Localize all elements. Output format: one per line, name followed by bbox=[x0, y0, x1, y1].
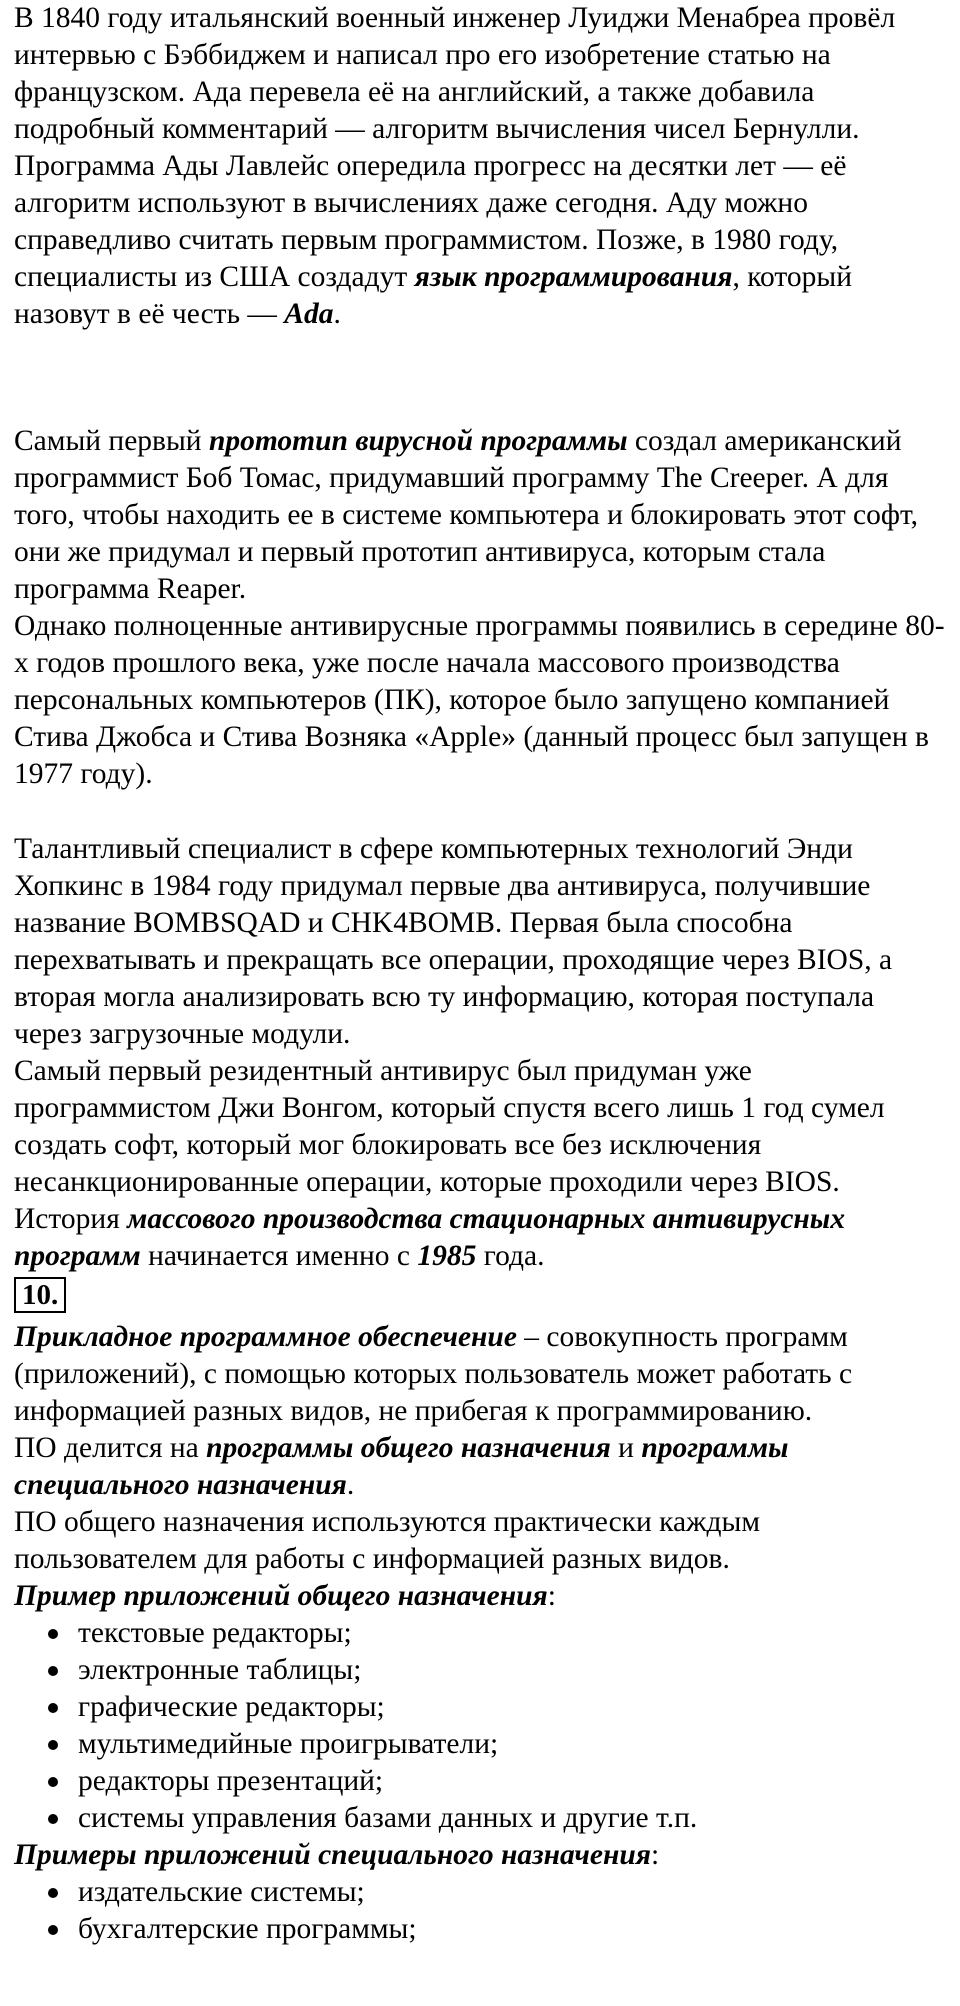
text-run: Самый первый bbox=[14, 425, 209, 457]
list-item: графические редакторы; bbox=[48, 1689, 946, 1726]
text-run: – совокупность программ (приложений), с помощью которых пользователь может работать с информацией разных видов, не прибегая к программированию. bbox=[14, 1321, 853, 1427]
text-run: создал американский программист Боб Томас, придумавший программу The Creeper. А для того, чтобы находить ее в системе компьютера и блокировать этот софт, они же придумал и первый прототип антивируса, которым стала программа Reaper. bbox=[14, 425, 918, 605]
list-item: электронные таблицы; bbox=[48, 1652, 946, 1689]
list-item: системы управления базами данных и другие т.п. bbox=[48, 1800, 946, 1837]
paragraph-menabrea: В 1840 году итальянский военный инженер Луиджи Менабреа провёл интервью с Бэббиджем и написал про его изобретение статью на французском. Ада перевела её на английский, а также добавила подробный комментарий — алгоритм вычисления чисел Бернулли. bbox=[14, 2, 896, 145]
section-number: 10. bbox=[14, 1277, 66, 1313]
emphasis-ada: Ada bbox=[284, 298, 334, 330]
paragraph-history bbox=[14, 1201, 946, 1275]
text-run: и bbox=[610, 1432, 642, 1464]
list-item: издательские системы; bbox=[48, 1874, 946, 1911]
text-run: Программа Ады Лавлейс опередила прогресс на десятки лет — её алгоритм используют в вычислениях даже сегодня. Аду можно справедливо считать первым программистом. Позже, в 1980 году, специалисты из США создадут bbox=[14, 150, 847, 293]
heading-special-examples bbox=[14, 1837, 946, 1874]
paragraph-software-division bbox=[14, 1430, 946, 1504]
text-run: . bbox=[333, 298, 341, 330]
paragraph-antivirus-80s: Однако полноценные антивирусные программы появились в середине 80-х годов прошлого века, уже после начала массового производства персональных компьютеров (ПК), которое было запущено компанией Стива Джобса и Стива Возняка «Apple» (данный процесс был запущен в 1977 году). bbox=[14, 610, 945, 790]
paragraph-applied-software-definition bbox=[14, 1319, 946, 1430]
heading-text: Примеры приложений специального назначения bbox=[14, 1839, 651, 1871]
paragraph-wong: Самый первый резидентный антивирус был придуман уже программистом Джи Вонгом, который спустя всего лишь 1 год сумел создать софт, который мог блокировать все без исключения несанкционированные операции, которые проходили через BIOS. bbox=[14, 1055, 885, 1198]
spacer bbox=[14, 333, 946, 423]
emphasis-programming-language: язык программирования bbox=[414, 261, 733, 293]
paragraph-general-purpose: ПО общего назначения используются практически каждым пользователем для работы с информацией разных видов. bbox=[14, 1506, 761, 1575]
list-item: бухгалтерские программы; bbox=[48, 1911, 946, 1948]
text-run: года. bbox=[476, 1240, 545, 1272]
list-item: текстовые редакторы; bbox=[48, 1615, 946, 1652]
paragraph-virus-prototype bbox=[14, 423, 946, 608]
general-purpose-list bbox=[14, 1615, 946, 1837]
spacer bbox=[14, 793, 946, 831]
text-run: : bbox=[547, 1580, 556, 1612]
emphasis-applied-software: Прикладное программное обеспечение bbox=[14, 1321, 517, 1353]
heading-general-examples bbox=[14, 1578, 946, 1615]
emphasis-general-purpose: программы общего назначения bbox=[206, 1432, 611, 1464]
emphasis-special-purpose: программы специального назначения bbox=[14, 1432, 789, 1501]
text-run: . bbox=[346, 1469, 355, 1501]
special-purpose-list bbox=[14, 1874, 946, 1948]
heading-text: Пример приложений общего назначения bbox=[14, 1580, 548, 1612]
paragraph-hopkins: Талантливый специалист в сфере компьютерных технологий Энди Хопкинс в 1984 году придумал первые два антивируса, получившие название BOMBSQAD и CHK4BOMB. Первая была способна перехватывать и прекращать все операции, проходящие через BIOS, а вторая могла анализировать всю ту информацию, которая поступала через загрузочные модули. bbox=[14, 833, 893, 1050]
emphasis-mass-production: массового производства стационарных антивирусных программ bbox=[14, 1203, 846, 1272]
list-item: редакторы презентаций; bbox=[48, 1763, 946, 1800]
text-run: начинается именно с bbox=[140, 1240, 418, 1272]
list-item: мультимедийные проигрыватели; bbox=[48, 1726, 946, 1763]
text-run: История bbox=[14, 1203, 128, 1235]
section-number-row bbox=[14, 1275, 946, 1319]
text-run: ПО делится на bbox=[14, 1432, 207, 1464]
emphasis-1985: 1985 bbox=[417, 1240, 477, 1272]
text-run: : bbox=[650, 1839, 660, 1871]
text-run: , который назовут в её честь — bbox=[14, 261, 853, 330]
emphasis-virus-prototype: прототип вирусной программы bbox=[208, 425, 628, 457]
paragraph-ada-lovelace bbox=[14, 148, 946, 333]
